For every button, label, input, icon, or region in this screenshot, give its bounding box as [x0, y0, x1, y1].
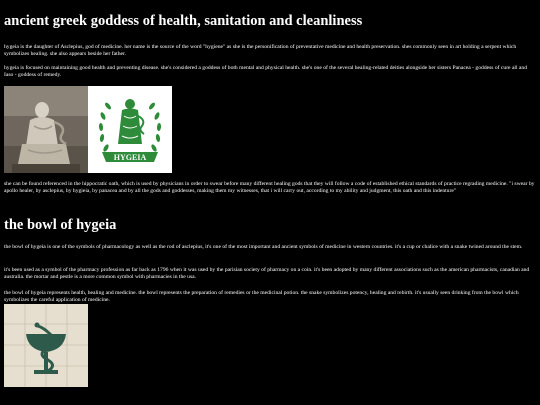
section-title-bowl: the bowl of hygeia — [4, 217, 117, 233]
paragraph-hippocratic-oath: she can be found referenced in the hippocratic oath, which is used by physicians in order to swear before many different healing gods that they will follow a code of established ethical standards of practice regrading medicine. "i swear by apollo healer, by asclepius, by hygieia, by panacea and by all the gods and goddesses, making them my witnesses, that i will carry out, according to my ability and judgment, this oath and this indenture" — [4, 181, 535, 195]
paragraph-origin: hygeia is the daughter of Asclepius, god of medicine. her name is the source of the word "hygiene" as she is the personification of preventative medicine and health preservation. shes commonly seen in art holding a serpent which symbolizes healing. she also appears beside her father. — [4, 44, 517, 58]
hygieia-logo-image — [88, 86, 172, 173]
paragraph-symbol: the bowl of hygeia is one of the symbols of pharmacology as well as the rod of asclepius, it's one of the most important and ancient symbols of medicine in western countries. it's a cup or chalice with a snake twined around the stem. — [4, 244, 523, 250]
logo-text: HYGEIA — [113, 153, 147, 162]
hygieia-statue-image — [4, 86, 88, 173]
paragraph-meaning: the bowl of hygeia represents health, healing and medicine. the bowl represents the preparation of remedies or the medicinal potion. the snake symbolizes potency, healing and rebirth. it's usually seen drinking from the bowl which symbolizes the careful application of medicine. — [4, 290, 519, 304]
bowl-of-hygeia-image — [4, 304, 88, 387]
paragraph-focus: hygeia is focused on maintaining good health and preventing disease. she's considered a goddess of both mental and physical health. she's one of the several healing-related deities alongside her sisters Panacea - goddess of cure all and Iaso - goddess of remedy. — [4, 65, 528, 79]
section-title-goddess: ancient greek goddess of health, sanitation and cleanliness — [4, 13, 363, 29]
paragraph-pharmacy: it's been used as a symbol of the pharmacy profession as far back as 1796 when it was used by the parisian society of pharmacy on a coin. it's been adopted by many different associations such as the american pharmacists, canadian and australia. the mortar and pestle is a more common symbol with pharmacies in the usa. — [4, 267, 530, 281]
